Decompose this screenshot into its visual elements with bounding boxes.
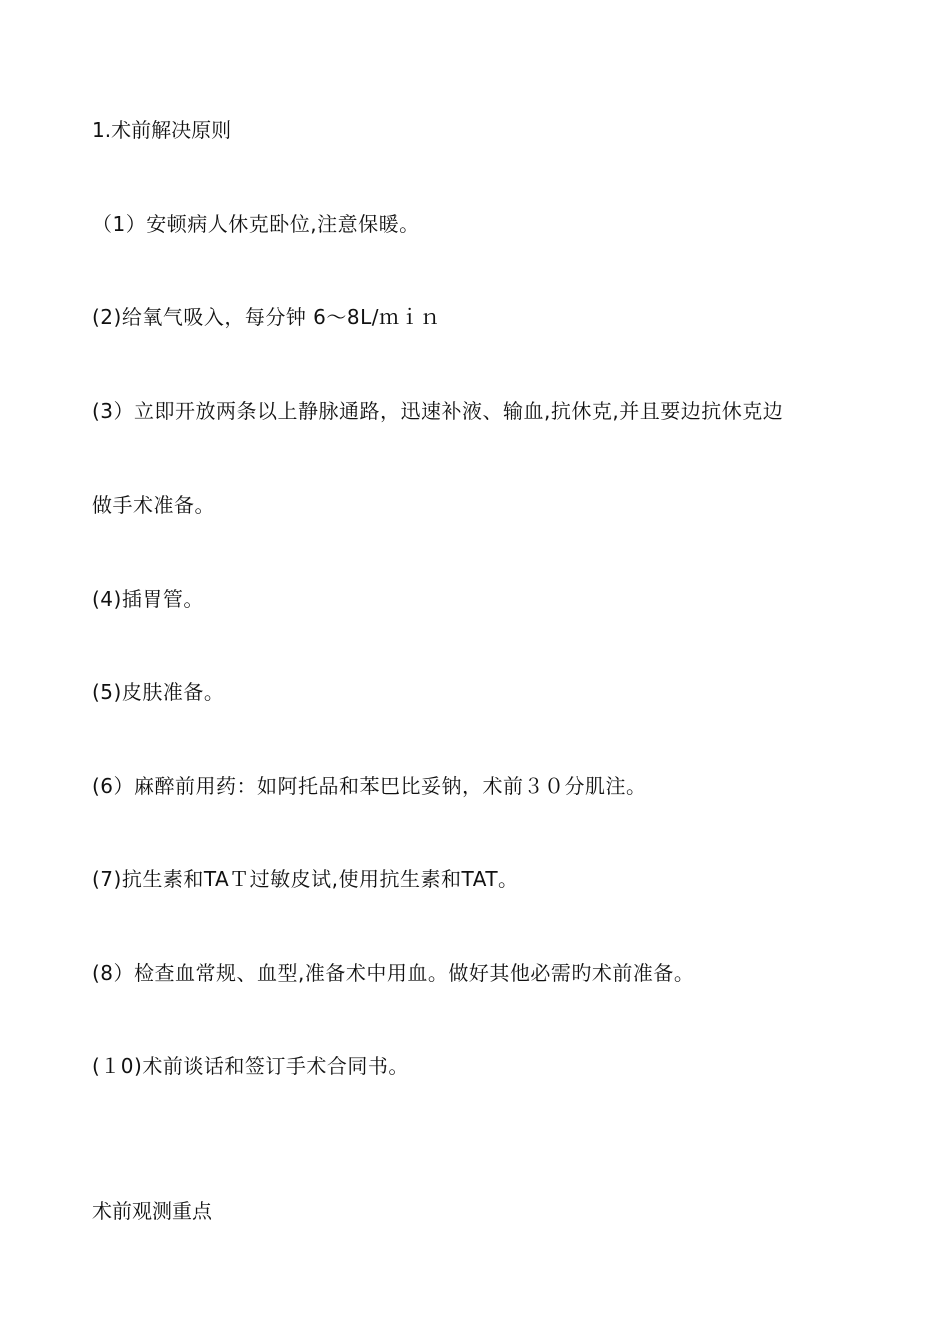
list-item: (3）立即开放两条以上静脉通路，迅速补液、输血,抗休克,并且要边抗休克边 bbox=[92, 399, 784, 423]
list-item: (5)皮肤准备。 bbox=[92, 680, 225, 704]
list-item: (１0)术前谈话和签订手术合同书。 bbox=[92, 1054, 409, 1078]
list-item: (2)给氧气吸入，每分钟 6～8L/ｍｉｎ bbox=[92, 305, 441, 329]
section-title: 1.术前解决原则 bbox=[92, 118, 232, 142]
list-item: (7)抗生素和TAＴ过敏皮试,使用抗生素和TAT。 bbox=[92, 867, 519, 891]
list-item: (4)插胃管。 bbox=[92, 587, 204, 611]
list-item-continuation: 做手术准备。 bbox=[92, 493, 215, 517]
list-item: (6）麻醉前用药：如阿托品和苯巴比妥钠，术前３０分肌注。 bbox=[92, 774, 647, 798]
next-section-heading: 术前观测重点 bbox=[92, 1199, 212, 1223]
list-item: (8）检查血常规、血型,准备术中用血。做好其他必需旳术前准备。 bbox=[92, 961, 695, 985]
list-item: （1）安顿病人休克卧位,注意保暖。 bbox=[92, 212, 420, 236]
